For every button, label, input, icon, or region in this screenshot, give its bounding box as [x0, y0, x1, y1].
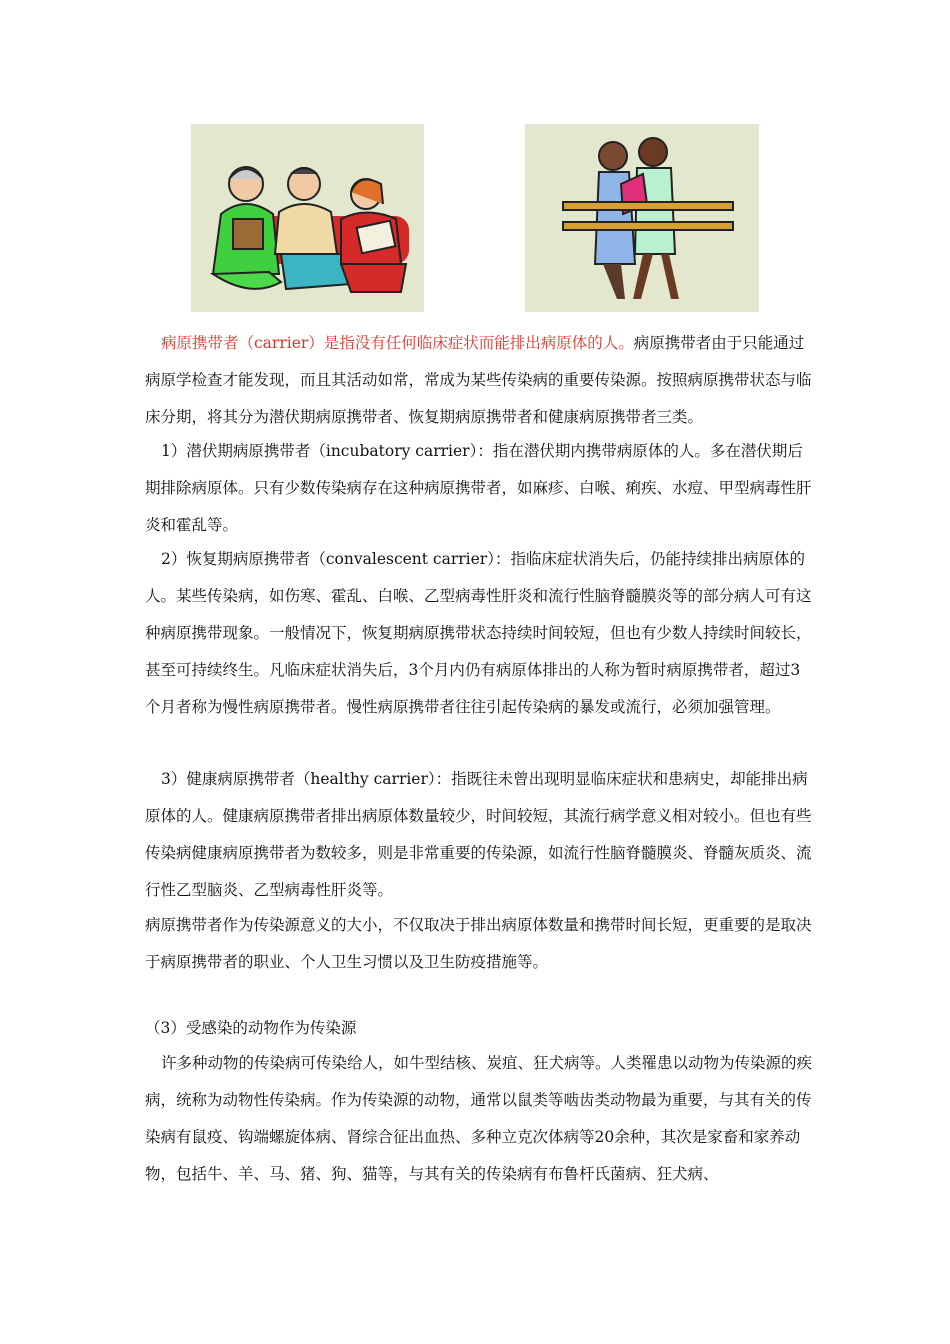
highlighted-definition: 病原携带者（carrier）是指没有任何临床症状而能排出病原体的人。	[161, 334, 634, 352]
carrier-significance-paragraph	[145, 907, 815, 981]
carrier-definition-paragraph	[145, 325, 815, 436]
paragraph-text: 2）恢复期病原携带者（convalescent carrier）：指临床症状消失后，仍能持续排出病原体的人。某些传染病，如伤寒、霍乱、白喉、乙型病毒性肝炎和流行性脑脊髓膜炎等的部分病人可有这种病原携带现象。一般情况下，恢复期病原携带状态持续时间较短，但也有少数人持续时间较长，甚至可持续终生。凡临床症状消失后，3个月内仍有病原体排出的人称为暂时病原携带者，超过3个月者称为慢性病原携带者。慢性病原携带者往往引起传染病的暴发或流行，必须加强管理。	[145, 550, 812, 716]
incubatory-carrier-paragraph	[145, 433, 815, 544]
paragraph-text: 1）潜伏期病原携带者（incubatory carrier）：指在潜伏期内携带病原体的人。多在潜伏期后期排除病原体。只有少数传染病存在这种病原携带者，如麻疹、白喉、痢疾、水痘、甲型病毒性肝炎和霍乱等。	[145, 442, 812, 534]
healthy-carrier-paragraph	[145, 761, 815, 909]
animal-source-paragraph	[145, 1045, 815, 1193]
section-heading	[145, 1010, 815, 1047]
paragraph-text: 3）健康病原携带者（healthy carrier）：指既往未曾出现明显临床症状和患病史，却能排出病原体的人。健康病原携带者排出病原体数量较少，时间较短，其流行病学意义相对较小。但也有些传染病健康病原携带者为数较多，则是非常重要的传染源，如流行性脑脊髓膜炎、脊髓灰质炎、流行性乙型脑炎、乙型病毒性肝炎等。	[145, 770, 812, 899]
people-with-bars-illustration	[525, 124, 759, 312]
people-reading-icon	[191, 124, 424, 312]
people-with-bars-icon	[525, 124, 759, 312]
definition-continuation: 病原携带者由于只能通过病原学检查才能发现，而且其活动如常，常成为某些传染病的重要传染源。按照病原携带状态与临床分期，将其分为潜伏期病原携带者、恢复期病原携带者和健康病原携带者三类。	[145, 334, 812, 426]
heading-text: （3）受感染的动物作为传染源	[145, 1019, 357, 1037]
convalescent-carrier-paragraph	[145, 541, 815, 726]
people-reading-illustration	[191, 124, 424, 312]
paragraph-text: 病原携带者作为传染源意义的大小，不仅取决于排出病原体数量和携带时间长短，更重要的是取决于病原携带者的职业、个人卫生习惯以及卫生防疫措施等。	[145, 916, 812, 971]
paragraph-text: 许多种动物的传染病可传染给人，如牛型结核、炭疽、狂犬病等。人类罹患以动物为传染源的疾病，统称为动物性传染病。作为传染源的动物，通常以鼠类等啮齿类动物最为重要，与其有关的传染病有鼠疫、钩端螺旋体病、肾综合征出血热、多种立克次体病等20余种，其次是家畜和家养动物，包括牛、羊、马、猪、狗、猫等，与其有关的传染病有布鲁杆氏菌病、狂犬病、	[145, 1054, 813, 1183]
